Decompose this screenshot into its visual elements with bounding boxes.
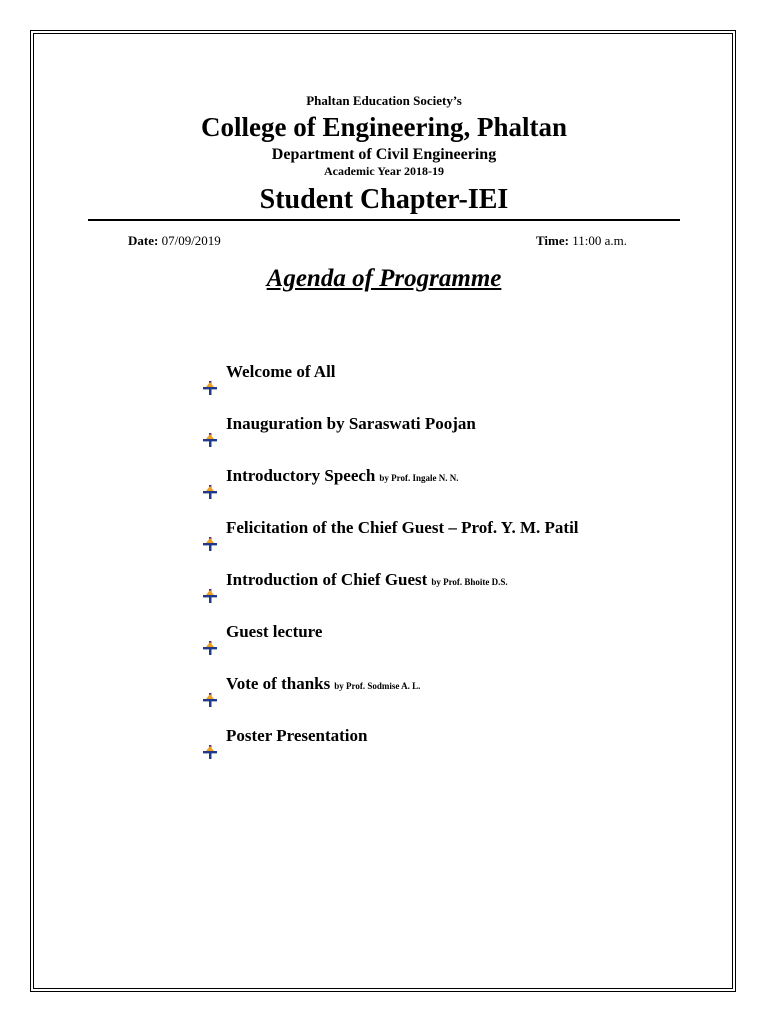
agenda-item bbox=[202, 726, 583, 778]
agenda-item-text: Vote of thanks bbox=[226, 674, 331, 693]
agenda-item-text: Welcome of All bbox=[226, 362, 336, 381]
plus-arrow-bullet-icon bbox=[202, 692, 218, 708]
agenda-item bbox=[202, 466, 583, 518]
time-label: Time: bbox=[536, 233, 569, 248]
plus-arrow-bullet-icon bbox=[202, 484, 218, 500]
plus-arrow-bullet-icon bbox=[202, 640, 218, 656]
agenda-item bbox=[202, 518, 583, 570]
agenda-item-text: Introductory Speech bbox=[226, 466, 376, 485]
agenda-item-speaker: by Prof. Sodmise A. L. bbox=[334, 681, 421, 691]
agenda-item-text: Introduction of Chief Guest bbox=[226, 570, 428, 589]
agenda-item-text: Poster Presentation bbox=[226, 726, 368, 745]
agenda-title: Agenda of Programme bbox=[266, 265, 502, 292]
agenda-item bbox=[202, 362, 583, 414]
plus-arrow-bullet-icon bbox=[202, 744, 218, 760]
agenda-item bbox=[202, 414, 583, 466]
agenda-item-text: Felicitation of the Chief Guest – Prof. Y. M. Patil bbox=[226, 518, 579, 537]
agenda-item-text: Inauguration by Saraswati Poojan bbox=[226, 414, 476, 433]
date-line bbox=[128, 233, 221, 249]
header-divider bbox=[88, 219, 680, 221]
agenda-item bbox=[202, 622, 583, 674]
date-label: Date: bbox=[128, 233, 159, 248]
plus-arrow-bullet-icon bbox=[202, 588, 218, 604]
academic-year: Academic Year 2018-19 bbox=[324, 164, 444, 178]
agenda-list bbox=[202, 362, 583, 778]
time-value: 11:00 a.m. bbox=[572, 233, 627, 248]
agenda-item-text: Guest lecture bbox=[226, 622, 323, 641]
college-name: College of Engineering, Phaltan bbox=[201, 112, 567, 142]
department-name: Department of Civil Engineering bbox=[271, 146, 497, 163]
agenda-item bbox=[202, 674, 583, 726]
plus-arrow-bullet-icon bbox=[202, 536, 218, 552]
plus-arrow-bullet-icon bbox=[202, 380, 218, 396]
agenda-item-speaker: by Prof. Ingale N. N. bbox=[379, 473, 459, 483]
chapter-title: Student Chapter-IEI bbox=[259, 184, 509, 215]
agenda-item bbox=[202, 570, 583, 622]
time-line bbox=[536, 233, 627, 249]
date-value: 07/09/2019 bbox=[161, 233, 221, 248]
agenda-item-speaker: by Prof. Bhoite D.S. bbox=[431, 577, 508, 587]
society-name: Phaltan Education Society’s bbox=[306, 93, 462, 108]
plus-arrow-bullet-icon bbox=[202, 432, 218, 448]
